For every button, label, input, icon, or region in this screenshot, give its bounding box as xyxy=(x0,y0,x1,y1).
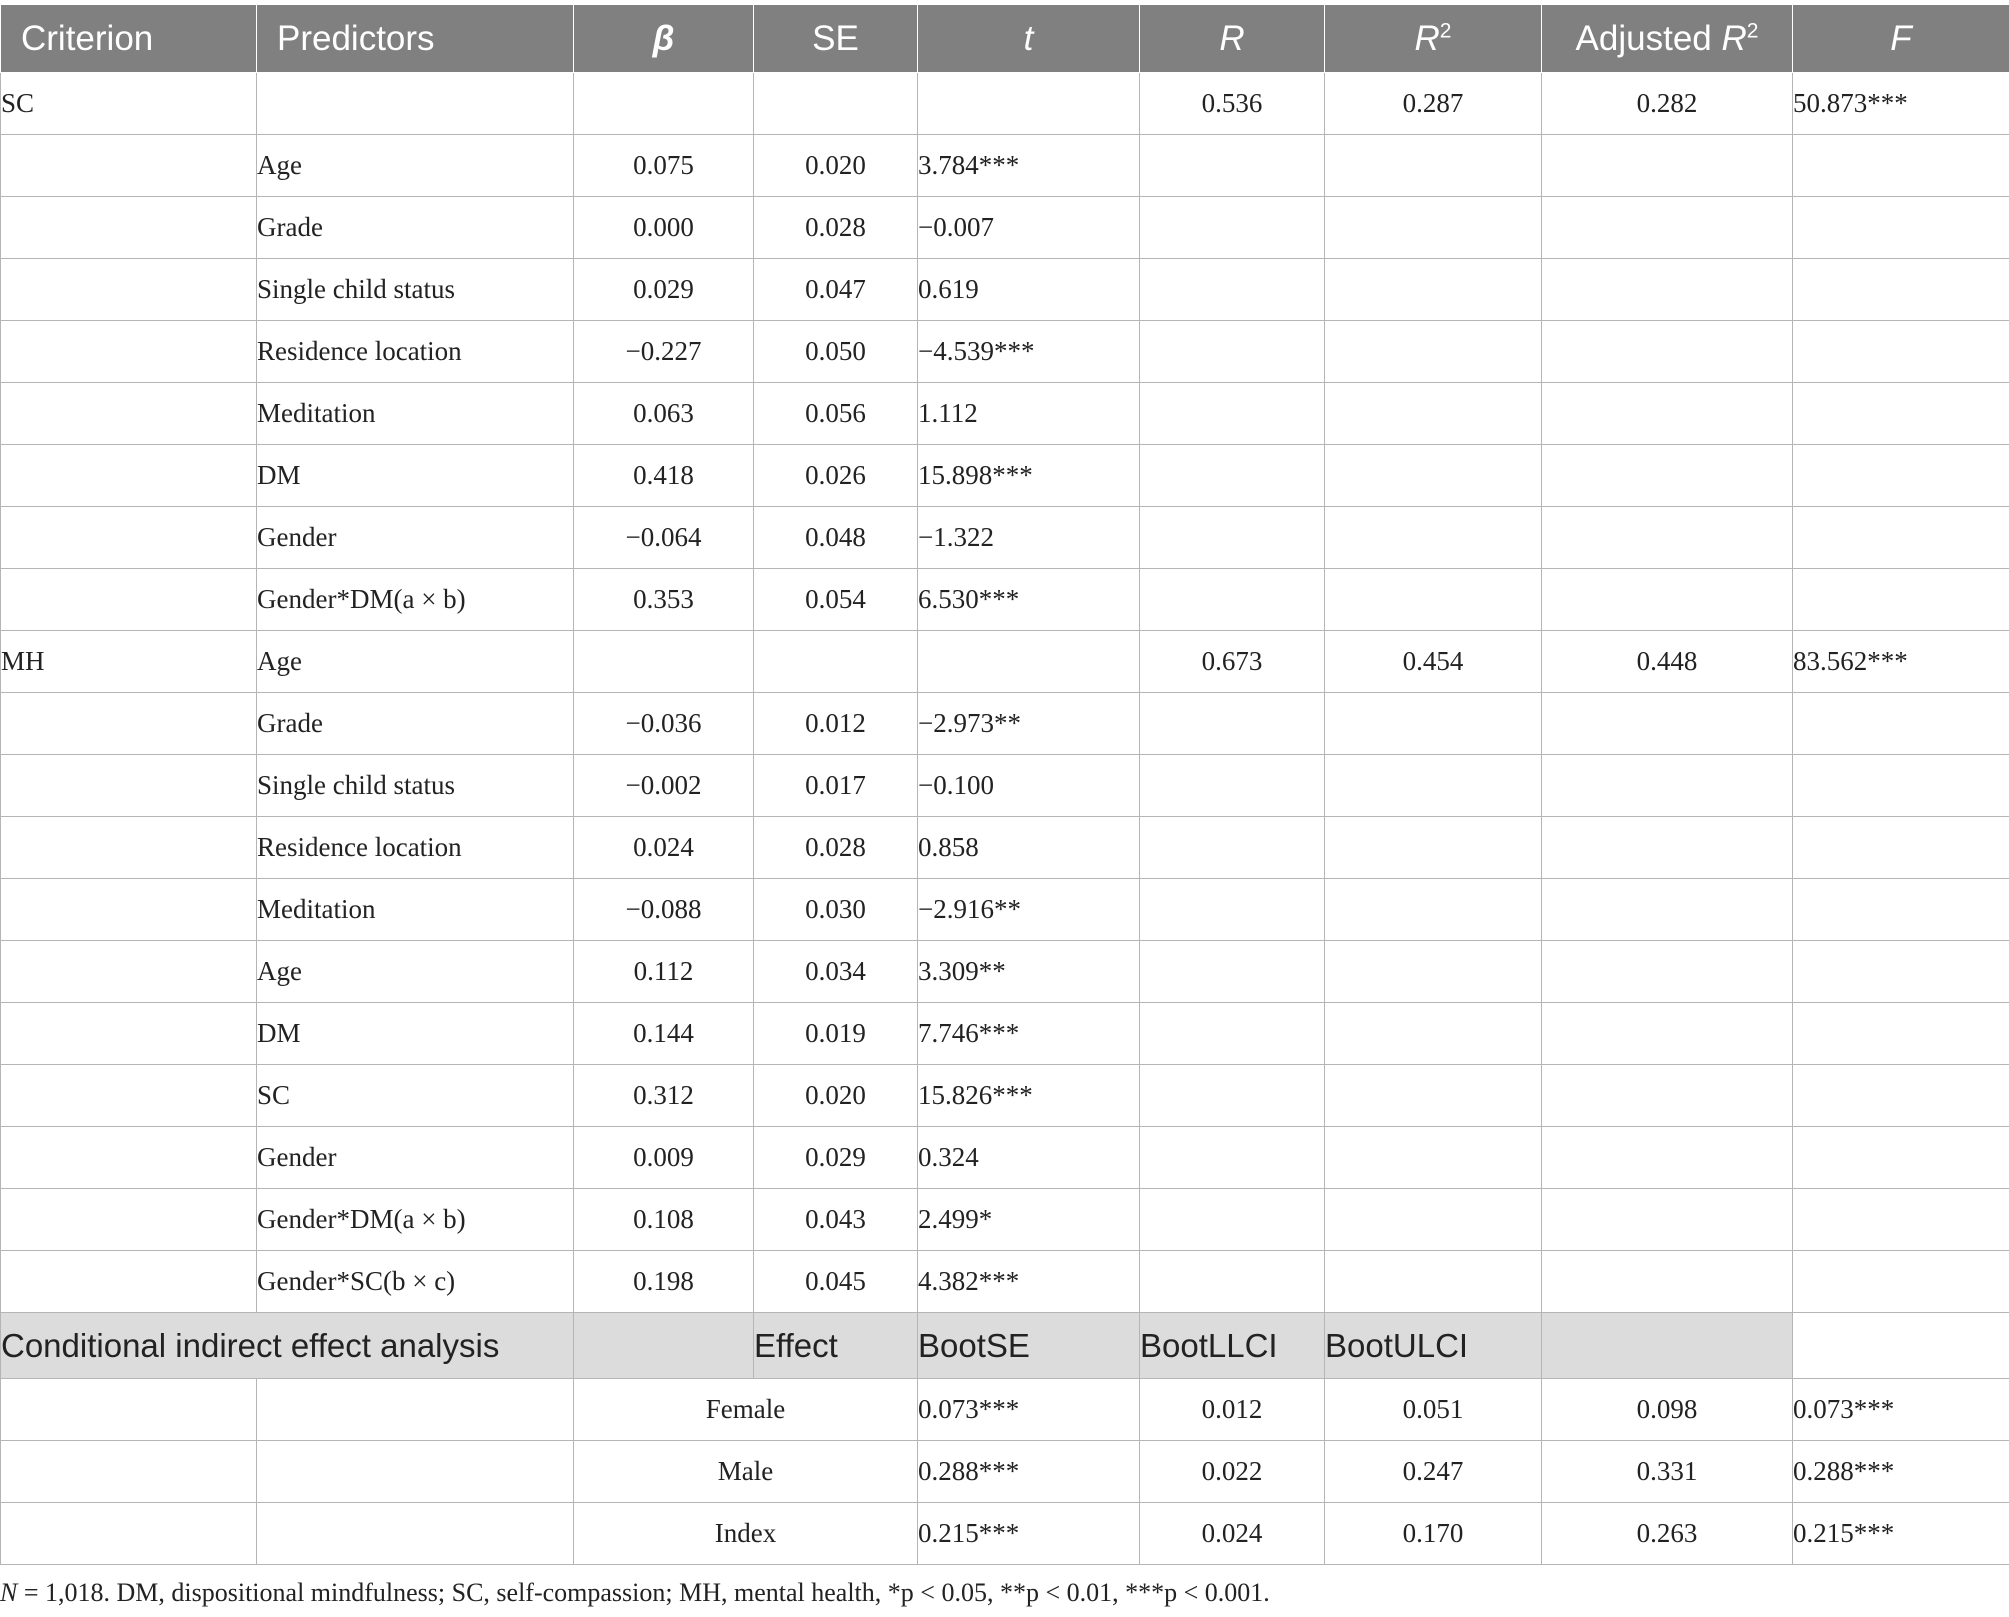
t-cell: 15.898*** xyxy=(918,445,1140,507)
table-row xyxy=(1,1251,2009,1313)
mh-adj-r2: 0.448 xyxy=(1542,631,1793,693)
sc-r: 0.536 xyxy=(1140,73,1325,135)
se-cell: 0.034 xyxy=(754,941,918,1003)
table-row xyxy=(1,507,2009,569)
predictor-cell: Age xyxy=(257,941,574,1003)
header-r: R xyxy=(1140,5,1325,73)
bootse-cell: 0.022 xyxy=(1140,1441,1325,1503)
table-note: N = 1,018. DM, dispositional mindfulness; SC, self-compassion; MH, mental health, *p < 0.05, **p < 0.01, ***p < 0.001. xyxy=(0,1578,1270,1607)
header-r2: $R^2$ xyxy=(1325,5,1542,73)
bootulci-cell: 0.331 xyxy=(1542,1441,1793,1503)
t-cell: 4.382*** xyxy=(918,1251,1140,1313)
se-cell: 0.020 xyxy=(754,1065,918,1127)
se-cell: 0.028 xyxy=(754,817,918,879)
t-cell: 0.858 xyxy=(918,817,1140,879)
header-criterion: Criterion xyxy=(1,5,257,73)
predictor-cell: Gender*DM(a × b) xyxy=(257,569,574,631)
mh-r: 0.673 xyxy=(1140,631,1325,693)
effect-cell: 0.215*** xyxy=(918,1503,1140,1565)
table-row xyxy=(1,941,2009,1003)
indirect-title: Conditional indirect effect analysis xyxy=(1,1313,574,1379)
beta-cell: 0.144 xyxy=(574,1003,754,1065)
se-cell: 0.030 xyxy=(754,879,918,941)
t-cell: 2.499* xyxy=(918,1189,1140,1251)
predictor-cell: Age xyxy=(257,631,574,693)
se-cell: 0.012 xyxy=(754,693,918,755)
table-row xyxy=(1,1189,2009,1251)
beta-cell: 0.418 xyxy=(574,445,754,507)
t-cell: −2.973** xyxy=(918,693,1140,755)
header-bootse: BootSE xyxy=(918,1313,1140,1379)
table-row xyxy=(1,569,2009,631)
header-predictors: Predictors xyxy=(257,5,574,73)
beta-cell: 0.000 xyxy=(574,197,754,259)
predictor-cell: Residence location xyxy=(257,321,574,383)
table-row xyxy=(1,197,2009,259)
header-se: SE xyxy=(754,5,918,73)
effect-cell: 0.073*** xyxy=(918,1379,1140,1441)
beta-cell: −0.002 xyxy=(574,755,754,817)
t-cell: 0.619 xyxy=(918,259,1140,321)
se-cell: 0.017 xyxy=(754,755,918,817)
bootllci-cell: 0.051 xyxy=(1325,1379,1542,1441)
bootse-cell: 0.024 xyxy=(1140,1503,1325,1565)
table-row xyxy=(1,879,2009,941)
predictor-cell: Single child status xyxy=(257,259,574,321)
beta-cell: 0.353 xyxy=(574,569,754,631)
se-cell: 0.054 xyxy=(754,569,918,631)
table-row xyxy=(1,259,2009,321)
bootllci-cell: 0.247 xyxy=(1325,1441,1542,1503)
beta-cell: 0.009 xyxy=(574,1127,754,1189)
t-cell: −1.322 xyxy=(918,507,1140,569)
header-bootllci: BootLLCI xyxy=(1140,1313,1325,1379)
t-cell: 1.112 xyxy=(918,383,1140,445)
predictor-cell: DM xyxy=(257,445,574,507)
t-cell: 3.309** xyxy=(918,941,1140,1003)
sc-adj-r2: 0.282 xyxy=(1542,73,1793,135)
t-cell: −0.007 xyxy=(918,197,1140,259)
predictor-cell: Meditation xyxy=(257,383,574,445)
bootse-cell: 0.012 xyxy=(1140,1379,1325,1441)
group-cell: Female xyxy=(574,1379,918,1441)
table-row xyxy=(1,693,2009,755)
beta-cell: −0.064 xyxy=(574,507,754,569)
beta-cell: 0.063 xyxy=(574,383,754,445)
mh-r2: 0.454 xyxy=(1325,631,1542,693)
group-cell: Index xyxy=(574,1503,918,1565)
beta-cell: −0.088 xyxy=(574,879,754,941)
beta-cell: −0.227 xyxy=(574,321,754,383)
header-bootulci: BootULCI xyxy=(1325,1313,1542,1379)
se-cell: 0.043 xyxy=(754,1189,918,1251)
predictor-cell: Meditation xyxy=(257,879,574,941)
se-cell: 0.048 xyxy=(754,507,918,569)
table-row xyxy=(1,1003,2009,1065)
sc-f: 50.873*** xyxy=(1793,73,2009,135)
regression-table xyxy=(0,4,2009,1565)
se-cell: 0.029 xyxy=(754,1127,918,1189)
header-beta: β xyxy=(574,5,754,73)
criterion-sc: SC xyxy=(1,73,257,135)
predictor-cell: DM xyxy=(257,1003,574,1065)
beta-cell: 0.112 xyxy=(574,941,754,1003)
bootulci-cell: 0.098 xyxy=(1542,1379,1793,1441)
se-cell: 0.056 xyxy=(754,383,918,445)
indirect-row xyxy=(1,1379,2009,1441)
beta-cell: 0.029 xyxy=(574,259,754,321)
predictor-cell: Gender*DM(a × b) xyxy=(257,1189,574,1251)
beta-cell: 0.312 xyxy=(574,1065,754,1127)
se-cell: 0.019 xyxy=(754,1003,918,1065)
indirect-row xyxy=(1,1441,2009,1503)
predictor-cell: Age xyxy=(257,135,574,197)
predictor-cell: Residence location xyxy=(257,817,574,879)
t-cell: 6.530*** xyxy=(918,569,1140,631)
table-row xyxy=(1,1065,2009,1127)
group-cell: Male xyxy=(574,1441,918,1503)
predictor-cell: Grade xyxy=(257,197,574,259)
table-row xyxy=(1,817,2009,879)
bootulci-cell: 0.263 xyxy=(1542,1503,1793,1565)
extra-cell: 0.073*** xyxy=(1793,1379,2009,1441)
predictor-cell: Grade xyxy=(257,693,574,755)
sc-summary-row xyxy=(1,73,2009,135)
predictor-cell: SC xyxy=(257,1065,574,1127)
header-f: F xyxy=(1793,5,2009,73)
t-cell: 3.784*** xyxy=(918,135,1140,197)
se-cell: 0.045 xyxy=(754,1251,918,1313)
beta-cell: 0.075 xyxy=(574,135,754,197)
header-adjusted-r2: Adjusted $R^2$ xyxy=(1542,5,1793,73)
table-row xyxy=(1,445,2009,507)
se-cell: 0.026 xyxy=(754,445,918,507)
table-row xyxy=(1,1127,2009,1189)
t-cell: 0.324 xyxy=(918,1127,1140,1189)
beta-cell: 0.024 xyxy=(574,817,754,879)
bootllci-cell: 0.170 xyxy=(1325,1503,1542,1565)
table-row xyxy=(1,135,2009,197)
header-effect: Effect xyxy=(754,1313,918,1379)
se-cell: 0.020 xyxy=(754,135,918,197)
predictor-cell: Gender*SC(b × c) xyxy=(257,1251,574,1313)
indirect-header-row xyxy=(1,1313,2009,1379)
predictor-cell: Gender xyxy=(257,507,574,569)
se-cell: 0.028 xyxy=(754,197,918,259)
sc-r2: 0.287 xyxy=(1325,73,1542,135)
header-row xyxy=(1,5,2009,73)
t-cell: −0.100 xyxy=(918,755,1140,817)
table-row xyxy=(1,755,2009,817)
header-t: t xyxy=(918,5,1140,73)
t-cell: 7.746*** xyxy=(918,1003,1140,1065)
mh-summary-row xyxy=(1,631,2009,693)
se-cell: 0.047 xyxy=(754,259,918,321)
table-row xyxy=(1,383,2009,445)
mh-f: 83.562*** xyxy=(1793,631,2009,693)
t-cell: −2.916** xyxy=(918,879,1140,941)
criterion-mh: MH xyxy=(1,631,257,693)
predictor-cell: Gender xyxy=(257,1127,574,1189)
t-cell: −4.539*** xyxy=(918,321,1140,383)
extra-cell: 0.288*** xyxy=(1793,1441,2009,1503)
beta-cell: 0.108 xyxy=(574,1189,754,1251)
t-cell: 15.826*** xyxy=(918,1065,1140,1127)
indirect-row xyxy=(1,1503,2009,1565)
extra-cell: 0.215*** xyxy=(1793,1503,2009,1565)
se-cell: 0.050 xyxy=(754,321,918,383)
table-row xyxy=(1,321,2009,383)
beta-cell: −0.036 xyxy=(574,693,754,755)
effect-cell: 0.288*** xyxy=(918,1441,1140,1503)
predictor-cell: Single child status xyxy=(257,755,574,817)
beta-cell: 0.198 xyxy=(574,1251,754,1313)
